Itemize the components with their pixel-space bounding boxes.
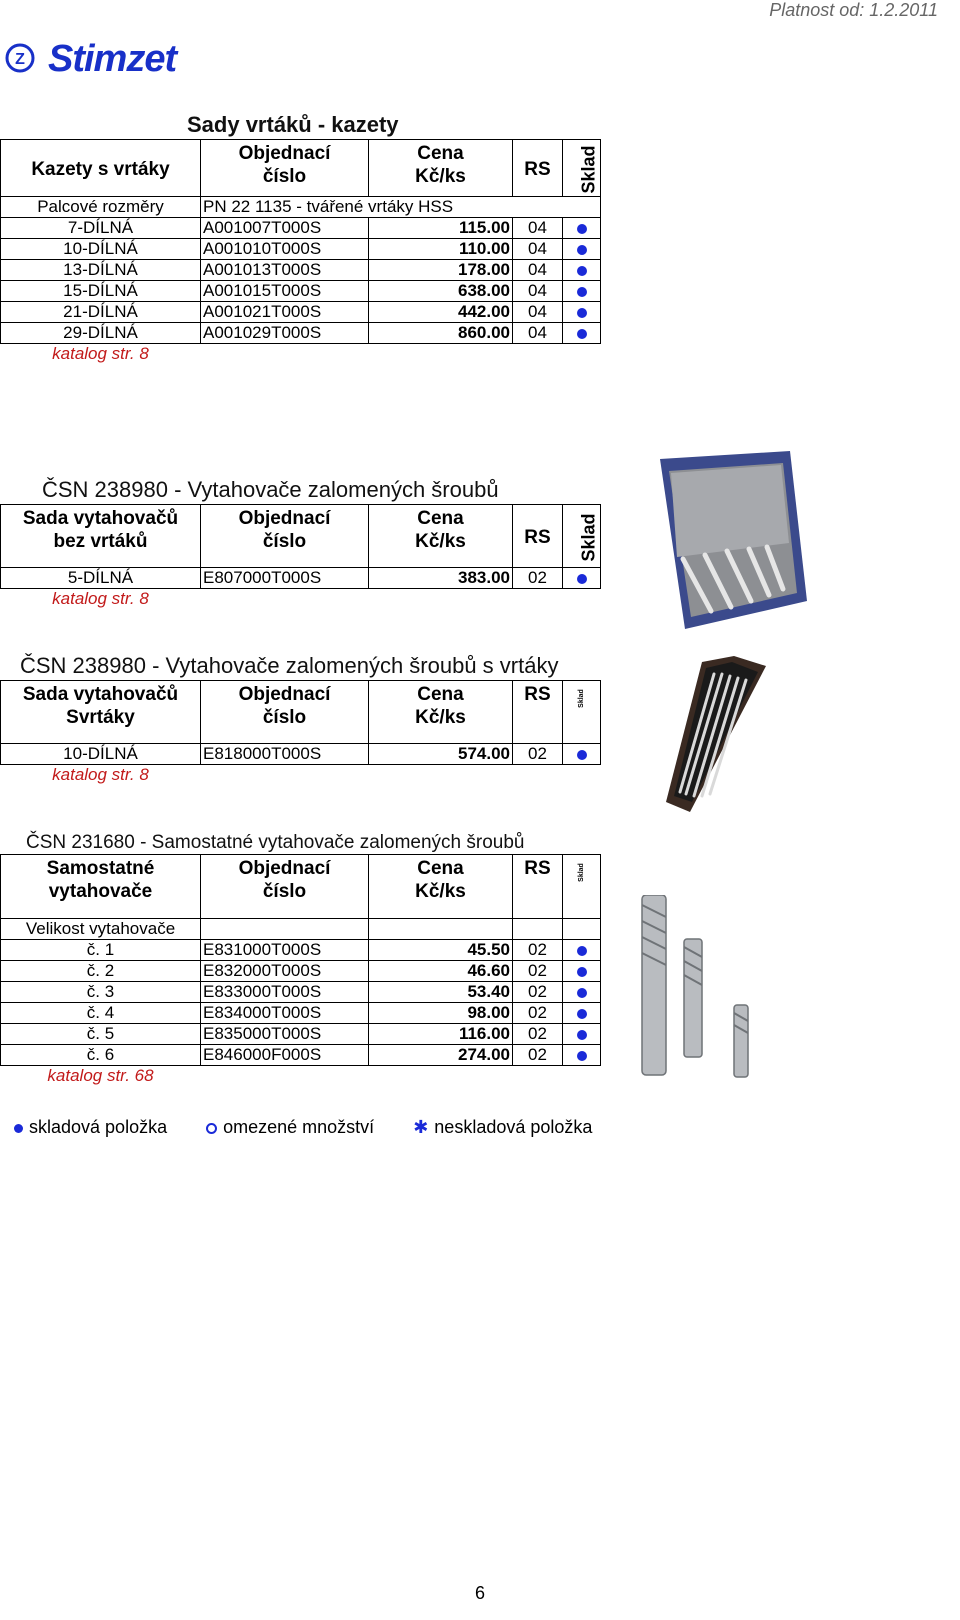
stock-status xyxy=(563,281,601,302)
stock-status xyxy=(563,1003,601,1024)
product-name: č. 6 xyxy=(1,1045,201,1066)
in-stock-dot-icon xyxy=(577,574,587,584)
product-name: 7-DÍLNÁ xyxy=(1,218,201,239)
stimzet-logo xyxy=(4,38,234,78)
product-name: 21-DÍLNÁ xyxy=(1,302,201,323)
stock-status xyxy=(563,1024,601,1045)
legend xyxy=(14,1117,626,1138)
table-row xyxy=(1,302,601,323)
stock-status xyxy=(563,260,601,281)
stock-status xyxy=(563,982,601,1003)
col-header-stock: Sklad xyxy=(578,512,599,562)
in-stock-icon xyxy=(14,1124,23,1133)
order-number: E833000T000S xyxy=(201,982,369,1003)
in-stock-dot-icon xyxy=(577,287,587,297)
table-row xyxy=(1,568,601,589)
page-number: 6 xyxy=(474,1583,485,1603)
rs-code: 04 xyxy=(513,281,563,302)
col-header-product-1: Sada vytahovačů xyxy=(22,508,179,529)
col-header-price-1: Cena xyxy=(417,508,464,529)
stock-status xyxy=(563,940,601,961)
product-name: 5-DÍLNÁ xyxy=(1,568,201,589)
order-number: A001029T000S xyxy=(201,323,369,344)
rs-code: 02 xyxy=(513,568,563,589)
product-name: 10-DÍLNÁ xyxy=(1,239,201,260)
catalog-note: katalog str. 8 xyxy=(52,589,149,608)
col-header-product-2: vytahovače xyxy=(48,881,153,902)
col-header-stock: Sklad xyxy=(578,144,599,194)
limited-stock-icon xyxy=(206,1123,217,1134)
price: 116.00 xyxy=(369,1024,513,1045)
svg-text:Z: Z xyxy=(15,51,25,68)
price: 115.00 xyxy=(369,218,513,239)
legend-limited: omezené množství xyxy=(223,1117,375,1137)
price: 383.00 xyxy=(369,568,513,589)
price: 46.60 xyxy=(369,961,513,982)
col-header-product-2: bez vrtáků xyxy=(53,531,148,552)
price: 274.00 xyxy=(369,1045,513,1066)
col-header-rs: RS xyxy=(513,855,563,919)
product-name: 10-DÍLNÁ xyxy=(1,744,201,765)
col-header-order-2: číslo xyxy=(262,707,307,728)
col-header-price-1: Cena xyxy=(417,858,464,879)
in-stock-dot-icon xyxy=(577,224,587,234)
in-stock-dot-icon xyxy=(577,245,587,255)
price: 45.50 xyxy=(369,940,513,961)
stock-status xyxy=(563,323,601,344)
stock-status xyxy=(563,239,601,260)
col-header-order-1: Objednací xyxy=(238,858,331,879)
in-stock-dot-icon xyxy=(577,1009,587,1019)
stock-status xyxy=(563,744,601,765)
order-number: E832000T000S xyxy=(201,961,369,982)
section3-table xyxy=(0,680,601,785)
order-number: E818000T000S xyxy=(201,744,369,765)
section4-table xyxy=(0,854,601,1086)
col-header-price-2: Kč/ks xyxy=(415,531,466,552)
product-name: 13-DÍLNÁ xyxy=(1,260,201,281)
stock-status xyxy=(563,302,601,323)
price: 53.40 xyxy=(369,982,513,1003)
rs-code: 04 xyxy=(513,260,563,281)
table-row xyxy=(1,281,601,302)
rs-code: 02 xyxy=(513,744,563,765)
col-header-rs: RS xyxy=(513,140,563,197)
rs-code: 02 xyxy=(513,961,563,982)
table-row xyxy=(1,260,601,281)
rs-code: 04 xyxy=(513,239,563,260)
col-header-order-2: číslo xyxy=(262,881,307,902)
section2-title: ČSN 238980 - Vytahovače zalomených šroubů xyxy=(42,477,499,502)
col-header-rs: RS xyxy=(513,505,563,568)
section3-title: ČSN 238980 - Vytahovače zalomených šroubů s vrtáky xyxy=(20,653,559,678)
col-header-stock: Sklad xyxy=(578,689,585,708)
section4-title: ČSN 231680 - Samostatné vytahovače zalomených šroubů xyxy=(26,832,525,853)
price: 110.00 xyxy=(369,239,513,260)
order-number: A001010T000S xyxy=(201,239,369,260)
stock-status xyxy=(563,568,601,589)
col-header-rs: RS xyxy=(513,681,563,744)
in-stock-dot-icon xyxy=(577,946,587,956)
price: 574.00 xyxy=(369,744,513,765)
col-header-price-1: Cena xyxy=(417,684,464,705)
order-number: E831000T000S xyxy=(201,940,369,961)
rs-code: 02 xyxy=(513,1024,563,1045)
table-row xyxy=(1,323,601,344)
group-description: PN 22 1135 - tvářené vrtáky HSS xyxy=(201,197,601,218)
extractor-box-photo xyxy=(655,451,810,636)
stock-status xyxy=(563,1045,601,1066)
col-header-price-1: Cena xyxy=(417,143,464,164)
table-row xyxy=(1,744,601,765)
table-row xyxy=(1,1024,601,1045)
price: 638.00 xyxy=(369,281,513,302)
col-header-product-2: Svrtáky xyxy=(66,707,135,728)
in-stock-dot-icon xyxy=(577,967,587,977)
product-name: č. 4 xyxy=(1,1003,201,1024)
table-row xyxy=(1,940,601,961)
table-row xyxy=(1,982,601,1003)
rs-code: 04 xyxy=(513,323,563,344)
col-header-order-2: číslo xyxy=(262,531,307,552)
rs-code: 02 xyxy=(513,982,563,1003)
order-number: A001015T000S xyxy=(201,281,369,302)
in-stock-dot-icon xyxy=(577,1051,587,1061)
col-header-price-2: Kč/ks xyxy=(415,166,466,187)
validity-date: Platnost od: 1.2.2011 xyxy=(769,0,938,20)
product-name: č. 5 xyxy=(1,1024,201,1045)
order-number: E807000T000S xyxy=(201,568,369,589)
in-stock-dot-icon xyxy=(577,308,587,318)
order-number: A001021T000S xyxy=(201,302,369,323)
in-stock-dot-icon xyxy=(577,988,587,998)
extractor-drill-case-photo xyxy=(662,656,772,821)
rs-code: 02 xyxy=(513,940,563,961)
rs-code: 02 xyxy=(513,1003,563,1024)
product-name: 15-DÍLNÁ xyxy=(1,281,201,302)
product-name: č. 2 xyxy=(1,961,201,982)
table-row xyxy=(1,1003,601,1024)
col-header-price-2: Kč/ks xyxy=(415,881,466,902)
catalog-note: katalog str. 8 xyxy=(52,765,149,784)
table-row xyxy=(1,961,601,982)
table-row xyxy=(1,239,601,260)
price: 442.00 xyxy=(369,302,513,323)
rs-code: 02 xyxy=(513,1045,563,1066)
order-number: E835000T000S xyxy=(201,1024,369,1045)
stock-status xyxy=(563,218,601,239)
order-number: E846000F000S xyxy=(201,1045,369,1066)
single-extractors-photo xyxy=(636,895,766,1085)
col-header-product-1: Samostatné xyxy=(46,858,155,879)
group-label: Velikost vytahovače xyxy=(1,919,201,940)
order-number: A001013T000S xyxy=(201,260,369,281)
table-row xyxy=(1,218,601,239)
section1-table xyxy=(0,139,601,364)
col-header-stock: Sklad xyxy=(578,863,585,882)
product-name: č. 3 xyxy=(1,982,201,1003)
section2-table xyxy=(0,504,601,609)
non-stock-icon: ✱ xyxy=(413,1117,429,1137)
group-label: Palcové rozměry xyxy=(1,197,201,218)
order-number: A001007T000S xyxy=(201,218,369,239)
col-header-order-1: Objednací xyxy=(238,684,331,705)
price: 178.00 xyxy=(369,260,513,281)
svg-text:Stimzet: Stimzet xyxy=(48,38,177,78)
price: 98.00 xyxy=(369,1003,513,1024)
catalog-note: katalog str. 8 xyxy=(52,344,149,363)
product-name: 29-DÍLNÁ xyxy=(1,323,201,344)
rs-code: 04 xyxy=(513,218,563,239)
col-header-product-1: Sada vytahovačů xyxy=(22,684,179,705)
section1-title: Sady vrtáků - kazety xyxy=(187,112,399,137)
col-header-order-1: Objednací xyxy=(238,508,331,529)
product-name: č. 1 xyxy=(1,940,201,961)
col-header-order-2: číslo xyxy=(262,166,307,187)
col-header-price-2: Kč/ks xyxy=(415,707,466,728)
legend-non-stock: neskladová položka xyxy=(434,1117,593,1137)
in-stock-dot-icon xyxy=(577,750,587,760)
legend-in-stock: skladová položka xyxy=(29,1117,168,1137)
stock-status xyxy=(563,961,601,982)
table-row xyxy=(1,1045,601,1066)
col-header-product: Kazety s vrtáky xyxy=(1,140,201,197)
rs-code: 04 xyxy=(513,302,563,323)
in-stock-dot-icon xyxy=(577,266,587,276)
order-number: E834000T000S xyxy=(201,1003,369,1024)
price: 860.00 xyxy=(369,323,513,344)
in-stock-dot-icon xyxy=(577,329,587,339)
in-stock-dot-icon xyxy=(577,1030,587,1040)
col-header-order-1: Objednací xyxy=(238,143,331,164)
catalog-note: katalog str. 68 xyxy=(47,1066,154,1085)
